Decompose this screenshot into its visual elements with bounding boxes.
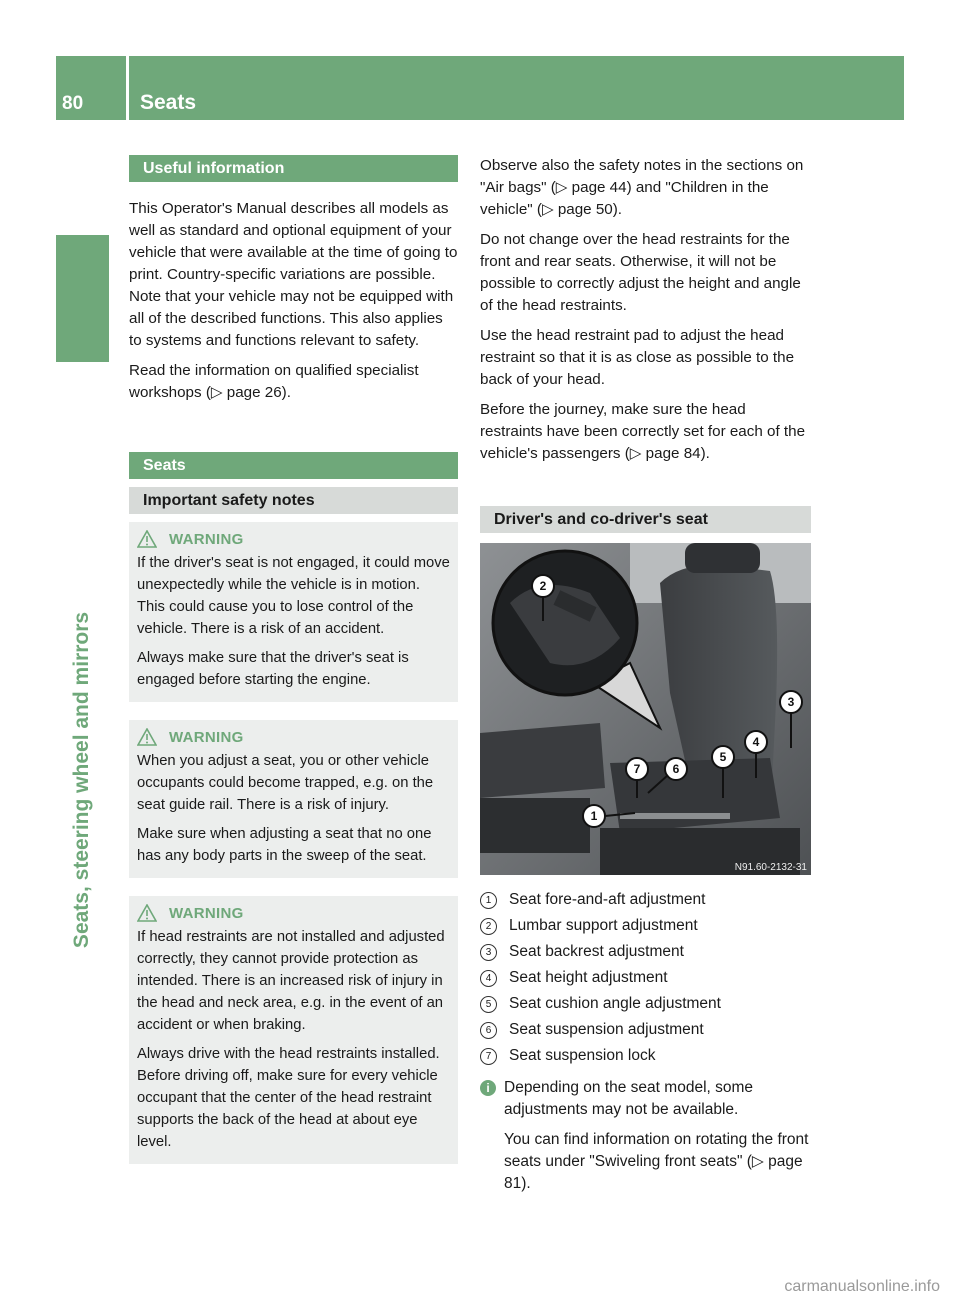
- callout-6: 6: [672, 762, 680, 776]
- legend-number: 3: [480, 944, 497, 961]
- figure-code: N91.60-2132-31: [734, 862, 807, 873]
- chapter-title: Seats, steering wheel and mirrors: [70, 611, 93, 949]
- legend-number: 4: [480, 970, 497, 987]
- page-number: 80: [62, 93, 84, 114]
- callout-2: 2: [539, 579, 547, 593]
- useful-info-paragraph-1: This Operator's Manual describes all models as well as standard and optional equipment of your vehicle that were available at the time of going to print. Country-specific variations are possible. Note that your vehicle may not be equipped with all of the described functions. This also applies to systems and functions relevant to safety.: [129, 200, 458, 349]
- info-note: [480, 1077, 811, 1203]
- warning-triangle-icon: [137, 904, 157, 922]
- warning-box-1: [129, 522, 458, 702]
- legend-number: 7: [480, 1048, 497, 1065]
- info-icon: i: [480, 1080, 496, 1096]
- watermark: carmanualsonline.info: [784, 1278, 940, 1295]
- warning-box-2: [129, 720, 458, 878]
- left-column: [129, 155, 458, 1182]
- useful-info-heading: Useful information: [129, 155, 458, 182]
- legend-number: 6: [480, 1022, 497, 1039]
- seat-heading: Driver's and co-driver's seat: [480, 506, 811, 533]
- useful-info-paragraph-2: Read the information on qualified specialist workshops (▷ page 26).: [129, 362, 419, 401]
- seat-illustration: [480, 543, 811, 875]
- callout-1: 1: [590, 809, 598, 823]
- legend-text: Seat height adjustment: [509, 969, 668, 986]
- legend-item: [480, 913, 811, 939]
- callout-7: 7: [633, 762, 641, 776]
- warning-text: If head restraints are not installed and adjusted correctly, they cannot provide protection as intended. There is an increased risk of injury in the head and neck area, e.g. in the event of an accident or when braking.: [137, 929, 445, 1033]
- warning-title: WARNING: [169, 728, 244, 746]
- legend-text: Seat backrest adjustment: [509, 943, 684, 960]
- legend-item: [480, 1043, 811, 1069]
- legend-text: Seat fore-and-aft adjustment: [509, 891, 706, 908]
- right-paragraph-2: Do not change over the head restraints for the front and rear seats. Otherwise, it will not be possible to correctly adjust the height and angle of the head restraints.: [480, 231, 801, 314]
- section-title: Seats: [140, 91, 197, 114]
- legend-item: [480, 991, 811, 1017]
- seat-legend: [480, 887, 811, 1069]
- warning-title: WARNING: [169, 904, 244, 922]
- warning-triangle-icon: [137, 530, 157, 548]
- right-paragraph-3: Use the head restraint pad to adjust the head restraint so that it is as close as possible to the back of your head.: [480, 327, 795, 388]
- callout-5: 5: [719, 750, 727, 764]
- safety-notes-heading: Important safety notes: [129, 487, 458, 514]
- warning-text: Always make sure that the driver's seat is engaged before starting the engine.: [137, 650, 409, 688]
- right-column: [480, 155, 811, 1203]
- callout-3: 3: [787, 695, 795, 709]
- warning-text: If the driver's seat is not engaged, it could move unexpectedly while the vehicle is in motion. This could cause you to lose control of the vehicle. There is a risk of an accident.: [137, 555, 450, 637]
- right-paragraph-1: Observe also the safety notes in the sections on "Air bags" (▷ page 44) and "Children in the vehicle" (▷ page 50).: [480, 157, 804, 218]
- warning-title: WARNING: [169, 530, 244, 548]
- legend-number: 1: [480, 892, 497, 909]
- legend-text: Seat suspension lock: [509, 1047, 656, 1064]
- legend-item: [480, 939, 811, 965]
- legend-item: [480, 1017, 811, 1043]
- callout-4: 4: [752, 735, 760, 749]
- legend-text: Seat suspension adjustment: [509, 1021, 704, 1038]
- warning-triangle-icon: [137, 728, 157, 746]
- info-paragraph-2: You can find information on rotating the front seats under "Swiveling front seats" (▷ page 81).: [504, 1131, 809, 1192]
- legend-number: 2: [480, 918, 497, 935]
- header-separator: [126, 56, 129, 120]
- right-paragraph-4: Before the journey, make sure the head restraints have been correctly set for each of the vehicle's passengers (▷ page 84).: [480, 401, 806, 462]
- legend-item: [480, 887, 811, 913]
- legend-item: [480, 965, 811, 991]
- chapter-tab: [56, 235, 109, 362]
- legend-text: Lumbar support adjustment: [509, 917, 698, 934]
- seats-heading: Seats: [129, 452, 458, 479]
- warning-text: Always drive with the head restraints installed. Before driving off, make sure for every vehicle occupant that the center of the head restraint supports the back of the head at about eye level.: [137, 1046, 440, 1150]
- info-paragraph-1: Depending on the seat model, some adjustments may not be available.: [504, 1079, 754, 1118]
- warning-text: Make sure when adjusting a seat that no one has any body parts in the sweep of the seat.: [137, 826, 432, 864]
- legend-text: Seat cushion angle adjustment: [509, 995, 721, 1012]
- warning-text: When you adjust a seat, you or other vehicle occupants could become trapped, e.g. on the seat guide rail. There is a risk of injury.: [137, 753, 434, 813]
- legend-number: 5: [480, 996, 497, 1013]
- seat-figure: [480, 543, 811, 875]
- warning-box-3: [129, 896, 458, 1164]
